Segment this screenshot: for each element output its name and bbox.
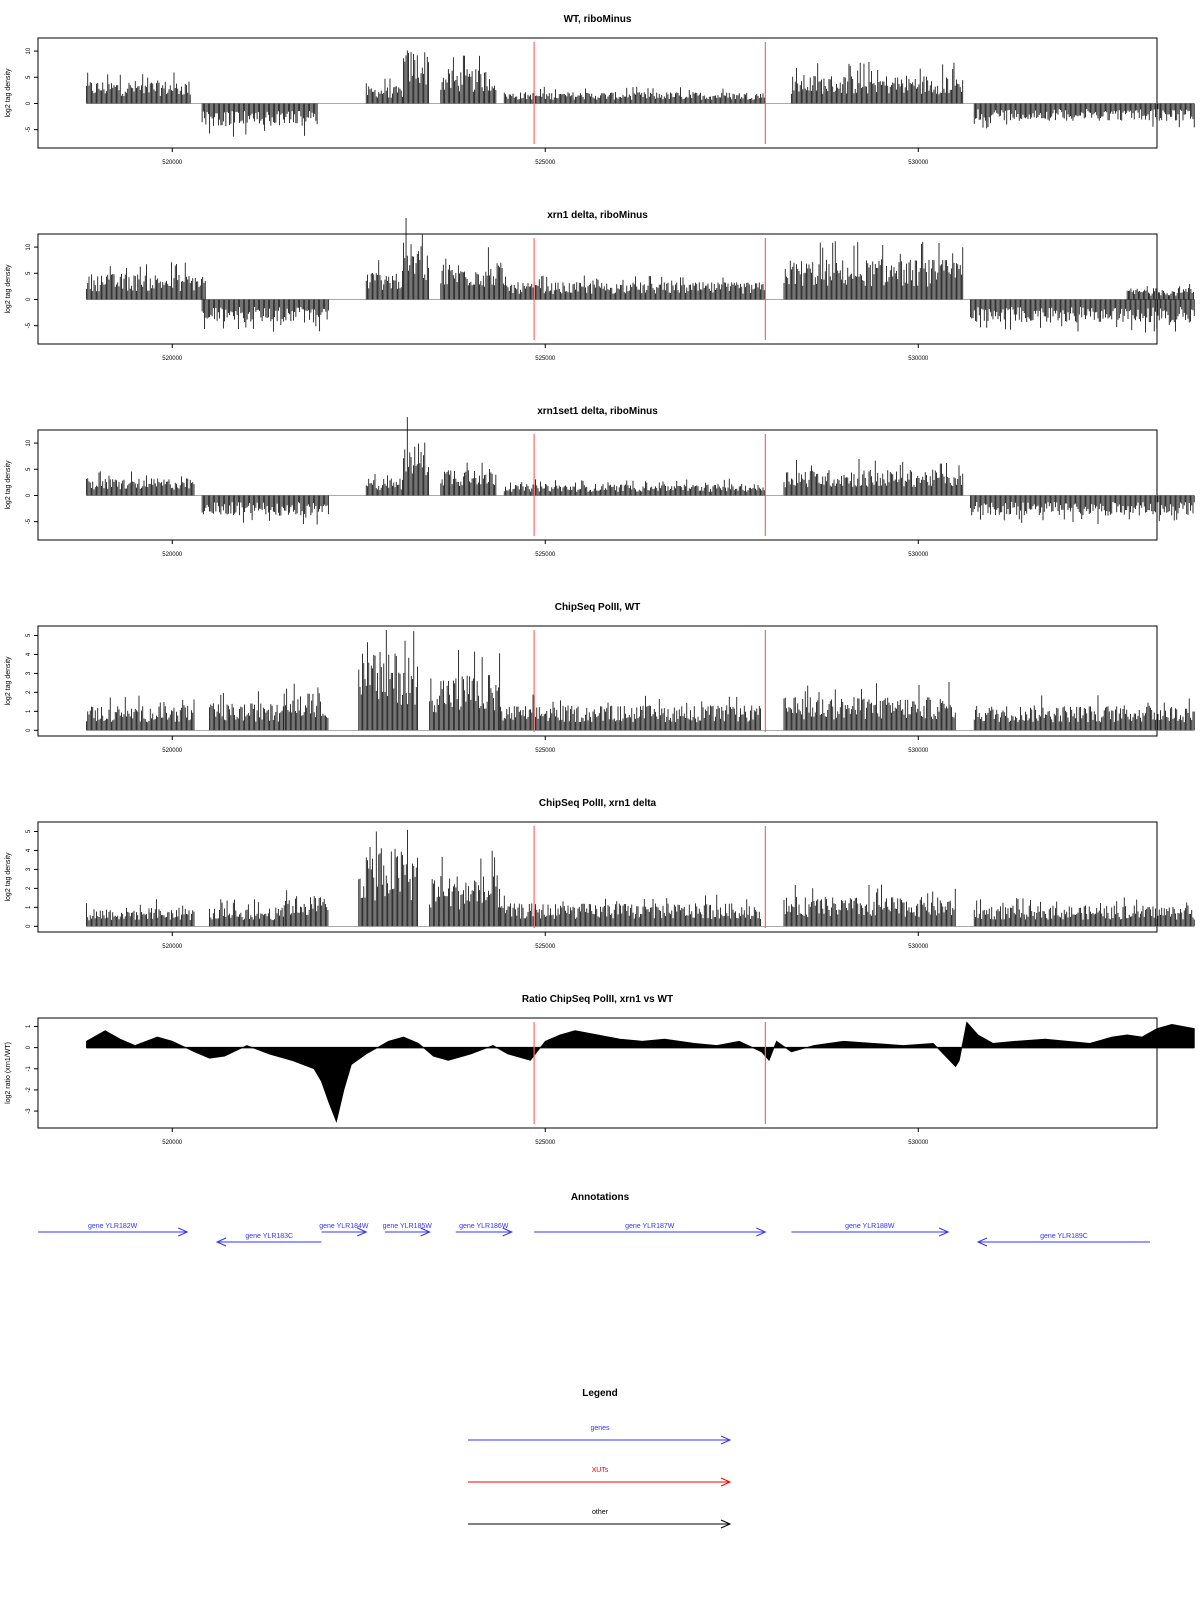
plot-frame <box>38 234 1157 344</box>
bar-group <box>784 459 963 496</box>
bar-series <box>86 51 962 104</box>
bar-group <box>974 103 1194 128</box>
bar-group <box>86 696 194 731</box>
bar-series <box>86 830 1194 926</box>
x-tick-label: 520000 <box>162 748 183 754</box>
x-tick-label: 530000 <box>908 944 929 950</box>
y-tick-label: 1 <box>26 1024 32 1029</box>
bar-group <box>86 262 205 299</box>
y-tick-label: 1 <box>26 905 32 910</box>
bar-group <box>366 78 402 103</box>
y-tick-label: 0 <box>26 101 32 106</box>
gene-label: gene YLR187W <box>625 1223 675 1230</box>
gene-label: gene YLR188W <box>845 1223 895 1230</box>
y-tick-label: 0 <box>26 924 32 928</box>
bar-group <box>791 62 962 103</box>
bar-group <box>404 51 429 104</box>
plot-frame <box>38 38 1157 148</box>
y-tick-label: 5 <box>26 829 32 834</box>
bar-group <box>202 299 328 331</box>
y-tick-label: 5 <box>26 75 32 79</box>
bar-group <box>1127 284 1193 300</box>
x-tick-label: 530000 <box>908 160 929 166</box>
bar-group <box>971 299 1195 332</box>
bar-group <box>441 247 504 299</box>
y-tick-label: 2 <box>26 690 32 695</box>
bar-group <box>359 830 418 926</box>
y-tick-label: 5 <box>26 467 32 471</box>
bar-group <box>404 417 429 495</box>
bar-group <box>210 899 284 926</box>
y-tick-label: 0 <box>26 728 32 732</box>
bar-group <box>504 479 764 496</box>
gene-label: gene YLR183C <box>245 1233 294 1240</box>
bar-group <box>202 495 328 524</box>
y-tick-label: 5 <box>26 633 32 638</box>
bar-group <box>284 890 328 926</box>
gene-label: gene YLR189C <box>1040 1233 1088 1240</box>
bar-group <box>504 275 764 299</box>
bar-group <box>501 895 761 927</box>
plot-frame <box>38 430 1157 540</box>
gene-label: gene YLR186W <box>459 1223 509 1230</box>
bar-group <box>430 851 500 927</box>
y-tick-label: 0 <box>26 493 32 498</box>
x-tick-label: 530000 <box>908 748 929 754</box>
y-tick-label: 10 <box>26 439 32 447</box>
bar-group <box>784 241 963 299</box>
y-tick-label: -3 <box>26 1108 32 1114</box>
bar-series <box>86 218 1193 299</box>
y-tick-label: -5 <box>26 322 32 329</box>
bar-series <box>86 630 1194 730</box>
bar-group <box>366 474 402 496</box>
bar-group <box>974 695 1194 730</box>
bar-group <box>210 691 284 730</box>
legend-title: Legend <box>582 1388 618 1399</box>
x-tick-label: 525000 <box>535 1140 556 1146</box>
bar-group <box>501 695 761 731</box>
gene-label: gene YLR185W <box>382 1223 432 1230</box>
y-tick-label: -5 <box>26 126 32 133</box>
bar-group <box>784 885 955 927</box>
bar-group <box>86 899 194 926</box>
ratio-area <box>86 1022 1194 1121</box>
panel-title: xrn1set1 delta, riboMinus <box>537 406 658 417</box>
x-tick-label: 520000 <box>162 356 183 362</box>
y-tick-label: 3 <box>26 671 32 676</box>
bar-group <box>504 87 764 104</box>
y-tick-label: 2 <box>26 886 32 891</box>
bar-series <box>202 299 1194 332</box>
panel-title: ChipSeq PolII, WT <box>554 602 641 613</box>
y-tick-label: -2 <box>26 1087 32 1093</box>
y-axis-label: log2 tag density <box>5 852 12 902</box>
x-tick-label: 530000 <box>908 356 929 362</box>
panel-title: Ratio ChipSeq PolII, xrn1 vs WT <box>521 994 674 1005</box>
legend-item-label: genes <box>590 1425 610 1432</box>
bar-group <box>971 495 1195 523</box>
x-tick-label: 525000 <box>535 160 556 166</box>
bar-group <box>86 471 194 495</box>
panel-title: WT, riboMinus <box>563 14 632 25</box>
x-tick-label: 530000 <box>908 552 929 558</box>
bar-group <box>202 103 317 136</box>
x-tick-label: 520000 <box>162 1140 183 1146</box>
annotations-title: Annotations <box>570 1192 630 1203</box>
bar-series <box>202 103 1194 136</box>
y-tick-label: 10 <box>26 47 32 55</box>
panel-title: xrn1 delta, riboMinus <box>547 210 648 221</box>
y-tick-label: 10 <box>26 243 32 251</box>
legend-item-label: XUTs <box>591 1467 609 1474</box>
bar-group <box>441 463 496 496</box>
x-tick-label: 530000 <box>908 1140 929 1146</box>
bar-group <box>404 218 429 299</box>
y-tick-label: 5 <box>26 271 32 275</box>
bar-series <box>86 417 962 495</box>
x-tick-label: 525000 <box>535 748 556 754</box>
y-axis-label: log2 tag density <box>5 68 12 118</box>
bar-group <box>366 260 402 299</box>
x-tick-label: 520000 <box>162 552 183 558</box>
plot-frame <box>38 1018 1157 1128</box>
y-tick-label: 4 <box>26 848 32 853</box>
y-tick-label: -1 <box>26 1066 32 1072</box>
y-tick-label: 0 <box>26 297 32 302</box>
y-tick-label: -5 <box>26 518 32 525</box>
x-tick-label: 525000 <box>535 552 556 558</box>
bar-group <box>284 684 328 731</box>
panel-title: ChipSeq PolII, xrn1 delta <box>538 798 657 809</box>
y-axis-label: log2 tag density <box>5 460 12 510</box>
bar-group <box>441 56 496 104</box>
y-axis-label: log2 tag density <box>5 656 12 706</box>
x-tick-label: 520000 <box>162 160 183 166</box>
x-tick-label: 525000 <box>535 944 556 950</box>
y-axis-label: log2 ratio (xrn1/WT) <box>5 1042 12 1104</box>
legend-item-label: other <box>592 1509 608 1516</box>
y-tick-label: 1 <box>26 709 32 714</box>
bar-group <box>974 898 1194 927</box>
y-tick-label: 0 <box>26 1045 32 1050</box>
gene-label: gene YLR182W <box>87 1223 138 1230</box>
bar-group <box>784 682 955 730</box>
bar-group <box>359 630 418 730</box>
bar-group <box>430 650 500 730</box>
y-tick-label: 3 <box>26 867 32 872</box>
bar-group <box>86 72 190 103</box>
bar-series <box>202 495 1194 524</box>
x-tick-label: 520000 <box>162 944 183 950</box>
gene-label: gene YLR184W <box>319 1223 369 1230</box>
x-tick-label: 525000 <box>535 356 556 362</box>
y-tick-label: 4 <box>26 652 32 657</box>
y-axis-label: log2 tag density <box>5 264 12 314</box>
